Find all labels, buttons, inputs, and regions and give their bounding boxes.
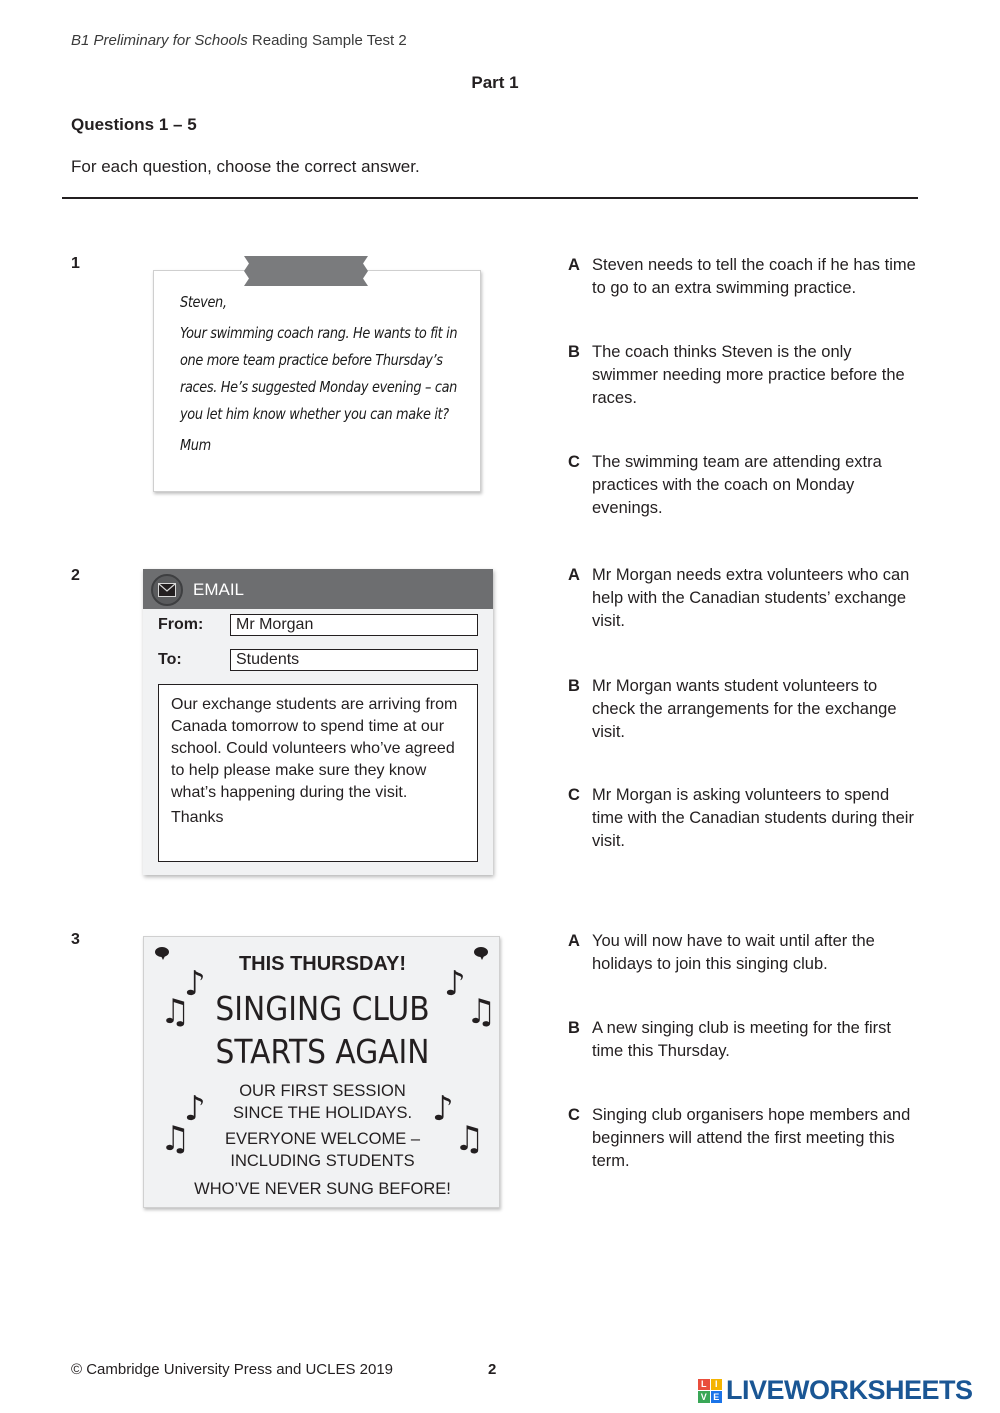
to-field: Students [230, 649, 478, 671]
to-label: To: [158, 651, 182, 668]
poster-title [162, 987, 483, 1073]
music-notes-icon: ♫ [466, 992, 497, 1032]
tape-decoration [244, 256, 368, 286]
music-note-icon: ♪ [184, 1089, 206, 1129]
option-letter: B [568, 343, 580, 361]
q1-option-a[interactable] [568, 254, 918, 300]
singing-club-poster [143, 936, 500, 1208]
option-letter: C [568, 786, 580, 804]
poster-line-2: SINCE THE HOLIDAYS. [232, 1104, 413, 1122]
liveworksheets-logo[interactable] [698, 1375, 973, 1406]
liveworksheets-wordmark: LIVEWORKSHEETS [726, 1375, 973, 1405]
q1-option-b[interactable] [568, 341, 918, 410]
option-text: The coach thinks Steven is the only swimmer needing more practice before the races. [592, 343, 905, 407]
email-card [143, 569, 493, 875]
option-letter: A [568, 566, 580, 584]
option-letter: B [568, 677, 580, 695]
music-notes-icon: ♫ [454, 1119, 485, 1159]
option-text: You will now have to wait until after the holidays to join this singing club. [592, 932, 875, 973]
poster-line-1: OUR FIRST SESSION [239, 1082, 406, 1100]
part-title: Part 1 [471, 73, 519, 92]
q2-option-c[interactable] [568, 784, 918, 853]
music-notes-icon: ♫ [160, 1119, 191, 1159]
option-text: The swimming team are attending extra practices with the coach on Monday evenings. [592, 453, 882, 517]
q3-option-c[interactable] [568, 1104, 918, 1173]
question-number-1: 1 [71, 255, 80, 272]
q2-option-a[interactable] [568, 564, 918, 633]
email-header-bar [143, 569, 493, 609]
option-letter: C [568, 453, 580, 471]
divider [62, 197, 918, 199]
music-note-icon: ♪ [444, 964, 466, 1004]
q3-option-a[interactable] [568, 930, 918, 976]
note-body: Your swimming coach rang. He wants to fit in one more team practice before Thursday’s races. He’s suggested Monday evening – can you let him know whether you can make it? [180, 324, 458, 423]
envelope-icon [151, 574, 183, 606]
option-text: Mr Morgan needs extra volunteers who can help with the Canadian students’ exchange visit. [592, 566, 910, 630]
email-thanks: Thanks [171, 809, 224, 826]
email-message: Our exchange students are arriving from Canada tomorrow to spend time at our school. Could volunteers who’ve agreed to help please make sure they know what’s happening during the visit. [171, 696, 458, 801]
music-notes-icon: ♫ [160, 992, 191, 1032]
option-letter: C [568, 1106, 580, 1124]
note-greeting: Steven, [180, 293, 227, 311]
poster-title-line-2: STARTS AGAIN [215, 1032, 430, 1071]
note-text [180, 289, 458, 463]
copyright-text: © Cambridge University Press and UCLES 2019 [71, 1361, 394, 1378]
email-label: EMAIL [193, 580, 245, 599]
option-text: A new singing club is meeting for the first time this Thursday. [592, 1019, 891, 1060]
music-note-icon: ♪ [184, 964, 206, 1004]
q2-option-b[interactable] [568, 675, 918, 744]
poster-line-3: EVERYONE WELCOME – [225, 1130, 420, 1148]
poster-line-4: INCLUDING STUDENTS [230, 1152, 415, 1170]
option-letter: A [568, 932, 580, 950]
note-signoff: Mum [180, 436, 211, 454]
test-subtitle: Reading Sample Test 2 [247, 32, 407, 49]
question-number-2: 2 [71, 567, 80, 584]
q3-option-b[interactable] [568, 1017, 918, 1063]
handwritten-note [153, 270, 481, 492]
option-letter: A [568, 256, 580, 274]
poster-title-line-1: SINGING CLUB [215, 989, 430, 1028]
q1-option-c[interactable] [568, 451, 918, 520]
option-text: Mr Morgan wants student volunteers to check the arrangements for the exchange visit. [592, 677, 897, 741]
questions-title: Questions 1 – 5 [71, 115, 197, 134]
test-name: B1 Preliminary for Schools [71, 32, 248, 49]
option-text: Steven needs to tell the coach if he has time to go to an extra swimming practice. [592, 256, 916, 297]
from-field: Mr Morgan [230, 614, 478, 636]
music-note-icon: ♪ [432, 1089, 454, 1129]
option-text: Mr Morgan is asking volunteers to spend time with the Canadian students during their visit. [592, 786, 914, 850]
from-label: From: [158, 616, 204, 633]
email-body [158, 684, 478, 862]
liveworksheets-icon: L I V E [698, 1379, 722, 1403]
document-header [71, 32, 407, 49]
poster-headline: THIS THURSDAY! [238, 953, 407, 975]
option-letter: B [568, 1019, 580, 1037]
page-number: 2 [488, 1361, 497, 1378]
poster-line-5: WHO’VE NEVER SUNG BEFORE! [194, 1180, 451, 1198]
question-number-3: 3 [71, 931, 80, 948]
option-text: Singing club organisers hope members and beginners will attend the first meeting this term. [592, 1106, 911, 1170]
instruction-text: For each question, choose the correct answer. [71, 157, 420, 176]
